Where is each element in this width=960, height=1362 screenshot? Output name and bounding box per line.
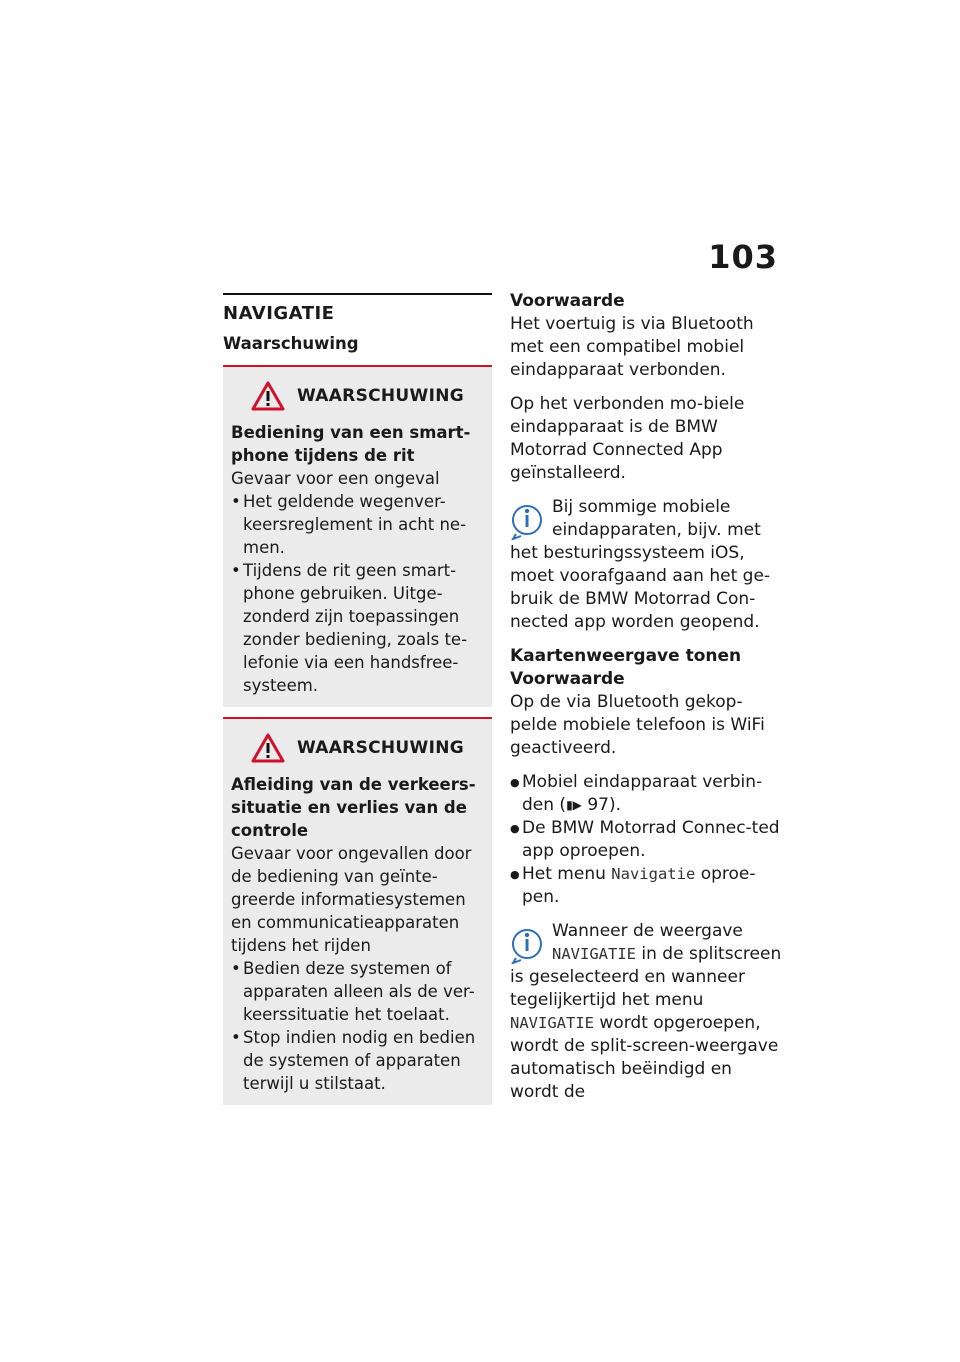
warning-heading: Afleiding van de verkeers-situatie en verlies van de controle [231, 775, 476, 840]
menu-name: NAVIGATIE [510, 1014, 594, 1032]
section-title: NAVIGATIE [223, 303, 335, 324]
info-text: Bij sommige mobiele eindapparaten, bijv. met het besturingssysteem iOS, moet voorafgaand aan het ge-bruik de BMW Motorrad Con-nected app worden geopend. [510, 497, 771, 632]
page-reference[interactable]: 97 [587, 795, 609, 815]
warning-risk: Gevaar voor een ongeval [231, 469, 440, 488]
warning-box-1 [223, 365, 492, 707]
menu-name: NAVIGATIE [552, 945, 636, 963]
subsection-title: Waarschuwing [223, 334, 359, 353]
prerequisite-text: Op het verbonden mo-biele eindapparaat is de BMW Motorrad Connected App geïnstalleerd. [510, 394, 745, 483]
warning-label: WAARSCHUWING [296, 385, 464, 406]
list-item: • Het geldende wegenver-keersreglement in acht ne-men. [231, 490, 484, 559]
action-step: ● Het menu Navigatie oproe-pen. [510, 863, 782, 909]
section-rule [223, 293, 492, 295]
action-step: ● Mobiel eindapparaat verbin-den (▮▶ 97). [510, 771, 782, 817]
page-number: 103 [708, 238, 778, 276]
prerequisite-text: Op de via Bluetooth gekop-pelde mobiele telefoon is WiFi geactiveerd. [510, 692, 765, 758]
warning-header [231, 381, 484, 411]
info-note [510, 496, 782, 634]
action-step: ● De BMW Motorrad Connec-ted app oproepen. [510, 817, 782, 863]
warning-list [231, 490, 484, 697]
list-item: • Bedien deze systemen of apparaten alleen als de ver-keerssituatie het toelaat. [231, 957, 484, 1026]
info-note: Wanneer de weergave NAVIGATIE in de splitscreen is geselecteerd en wanneer tegelijkertijd het menu NAVIGATIE wordt opgeroepen, wordt de split-screen-weergave automatisch beëindigd en wordt de [510, 921, 782, 1102]
left-column [223, 293, 492, 1105]
map-view-title: Kaartenweergave tonen [510, 646, 742, 666]
warning-label: WAARSCHUWING [296, 737, 464, 758]
info-icon [510, 924, 546, 964]
warning-box-2 [223, 717, 492, 1105]
warning-triangle-icon [251, 733, 285, 763]
action-steps [510, 771, 782, 909]
reference-arrow-icon: ▮▶ [566, 798, 582, 812]
menu-name: Navigatie [611, 865, 696, 883]
warning-heading: Bediening van een smart-phone tijdens de rit [231, 423, 471, 465]
warning-list [231, 957, 484, 1095]
warning-header [231, 733, 484, 763]
warning-risk: Gevaar voor ongevallen door de bediening van geïnte-greerde informatiesystemen en communicatieapparaten tijdens het rijden [231, 844, 472, 955]
right-column [510, 290, 782, 1104]
prerequisite-title: Voorwaarde [510, 291, 625, 311]
prerequisite-title: Voorwaarde [510, 669, 625, 689]
list-item: • Tijdens de rit geen smart-phone gebruiken. Uitge-zonderd zijn toepassingen zonder bediening, zoals te-lefonie via een handsfree-systeem. [231, 559, 484, 697]
list-item: • Stop indien nodig en bedien de systemen of apparaten terwijl u stilstaat. [231, 1026, 484, 1095]
info-icon [510, 500, 546, 540]
warning-triangle-icon [251, 381, 285, 411]
prerequisite-text: Het voertuig is via Bluetooth met een compatibel mobiel eindapparaat verbonden. [510, 314, 754, 380]
